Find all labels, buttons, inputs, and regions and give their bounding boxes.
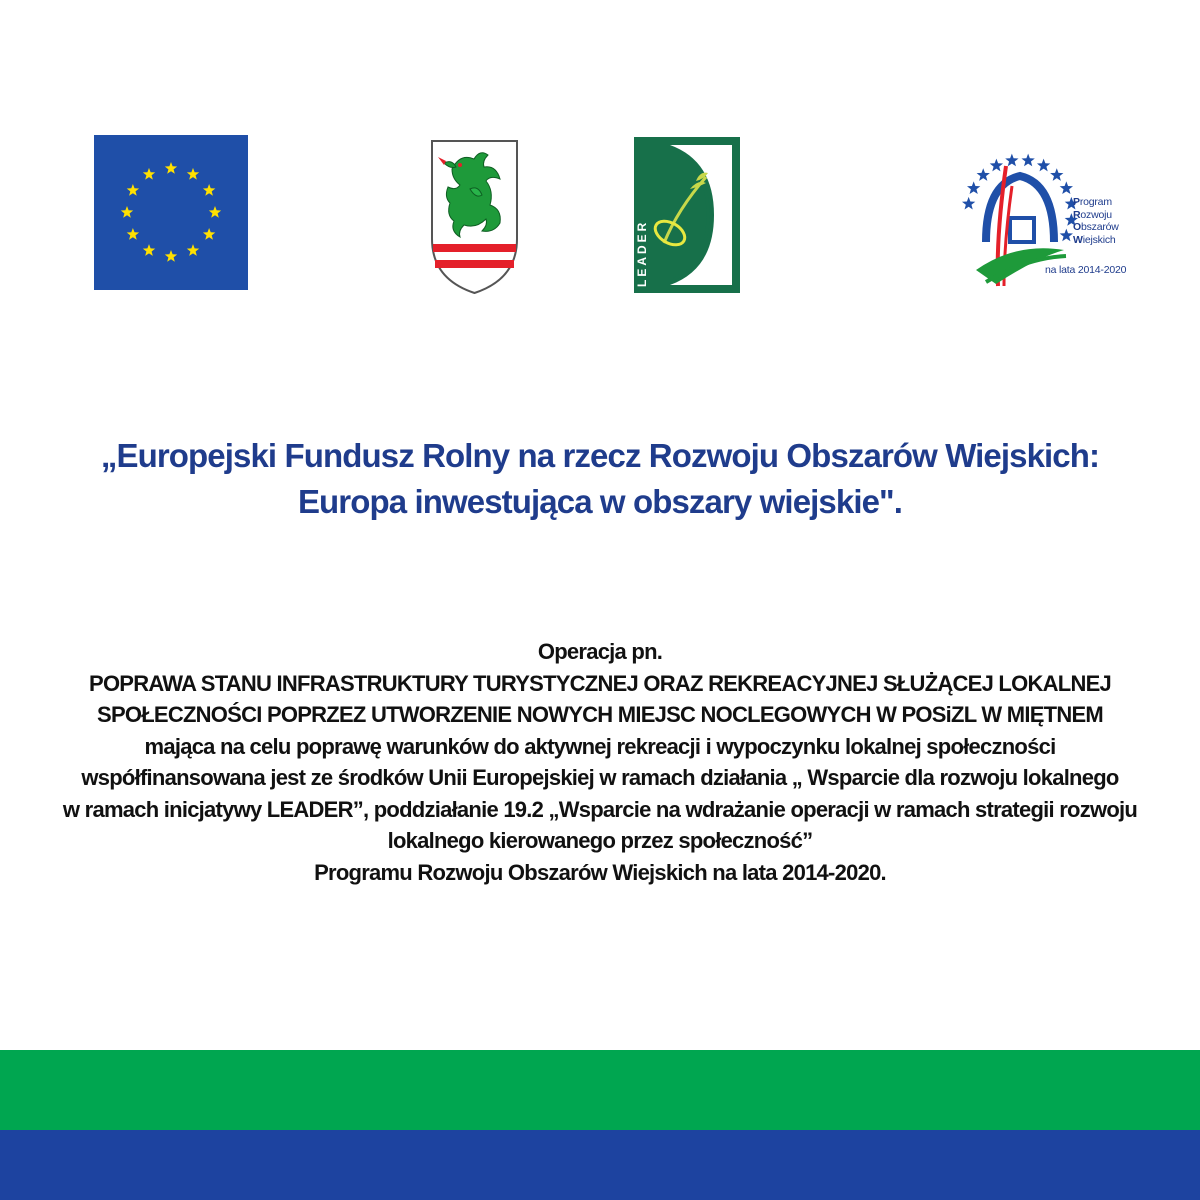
prow-line-4: Wiejskich	[1073, 233, 1116, 246]
prow-star-icon	[1005, 154, 1018, 167]
prow-line-2: Rozwoju	[1073, 208, 1112, 221]
leader-logo-text: LEADER	[635, 219, 649, 287]
operation-intro: Operacja pn.	[537, 639, 663, 664]
prow-star-icon	[1050, 168, 1063, 181]
leader-logo-icon	[634, 137, 740, 293]
prow-line-1: Program	[1073, 196, 1112, 208]
prow-star-icon	[962, 197, 975, 210]
eu-flag-icon	[94, 135, 248, 290]
prow-years: na lata 2014-2020	[1045, 264, 1127, 276]
operation-goal: mająca na celu poprawę warunków do aktywnej rekreacji i wypoczynku lokalnej społeczności	[144, 733, 1056, 759]
headline	[0, 433, 1200, 525]
prow-star-icon	[1060, 229, 1073, 242]
prow-line-1-rest: rogram	[1079, 196, 1112, 208]
prow-star-icon	[1021, 154, 1034, 167]
operation-funding-line-2: w ramach inicjatywy LEADER”, poddziałanie 19.2 „Wsparcie na wdrażanie operacji w ramach strategii rozwoju	[62, 796, 1138, 822]
headline-line-1: „Europejski Fundusz Rolny na rzecz Rozwoju Obszarów Wiejskich:	[100, 437, 1100, 474]
operation-funding-line-3: lokalnego kierowanego przez społeczność”	[387, 828, 813, 853]
prow-star-icon	[1060, 181, 1073, 194]
footer-blue-band	[0, 1130, 1200, 1200]
operation-title-line-1: POPRAWA STANU INFRASTRUKTURY TURYSTYCZNEJ ORAZ REKREACYJNEJ SŁUŻĄCEJ LOKALNEJ	[89, 670, 1111, 696]
footer-green-band	[0, 1050, 1200, 1130]
prow-line-4-rest: iejskich	[1082, 233, 1116, 246]
prow-star-icon	[1037, 159, 1050, 172]
operation-funding-line-1: współfinansowana jest ze środków Unii Europejskiej w ramach działania „ Wsparcie dla rozwoju lokalnego	[81, 765, 1119, 790]
dragon-coat-of-arms-icon	[430, 139, 519, 295]
prow-star-icon	[990, 159, 1003, 172]
prow-star-icon	[967, 181, 980, 194]
prow-line-3-rest: bszarów	[1080, 221, 1119, 233]
headline-line-2: Europa inwestująca w obszary wiejskie".	[297, 483, 903, 520]
prow-line-2-rest: ozwoju	[1080, 208, 1112, 221]
operation-title-line-2: SPOŁECZNOŚCI POPRZEZ UTWORZENIE NOWYCH MIEJSC NOCLEGOWYCH W POSiZL W MIĘTNEM	[97, 702, 1103, 727]
prow-star-icon	[977, 168, 990, 181]
prow-line-3: Obszarów	[1073, 221, 1119, 233]
prow-logo-text	[1073, 196, 1119, 246]
operation-program: Programu Rozwoju Obszarów Wiejskich na lata 2014-2020.	[314, 859, 886, 885]
operation-description	[0, 636, 1200, 888]
